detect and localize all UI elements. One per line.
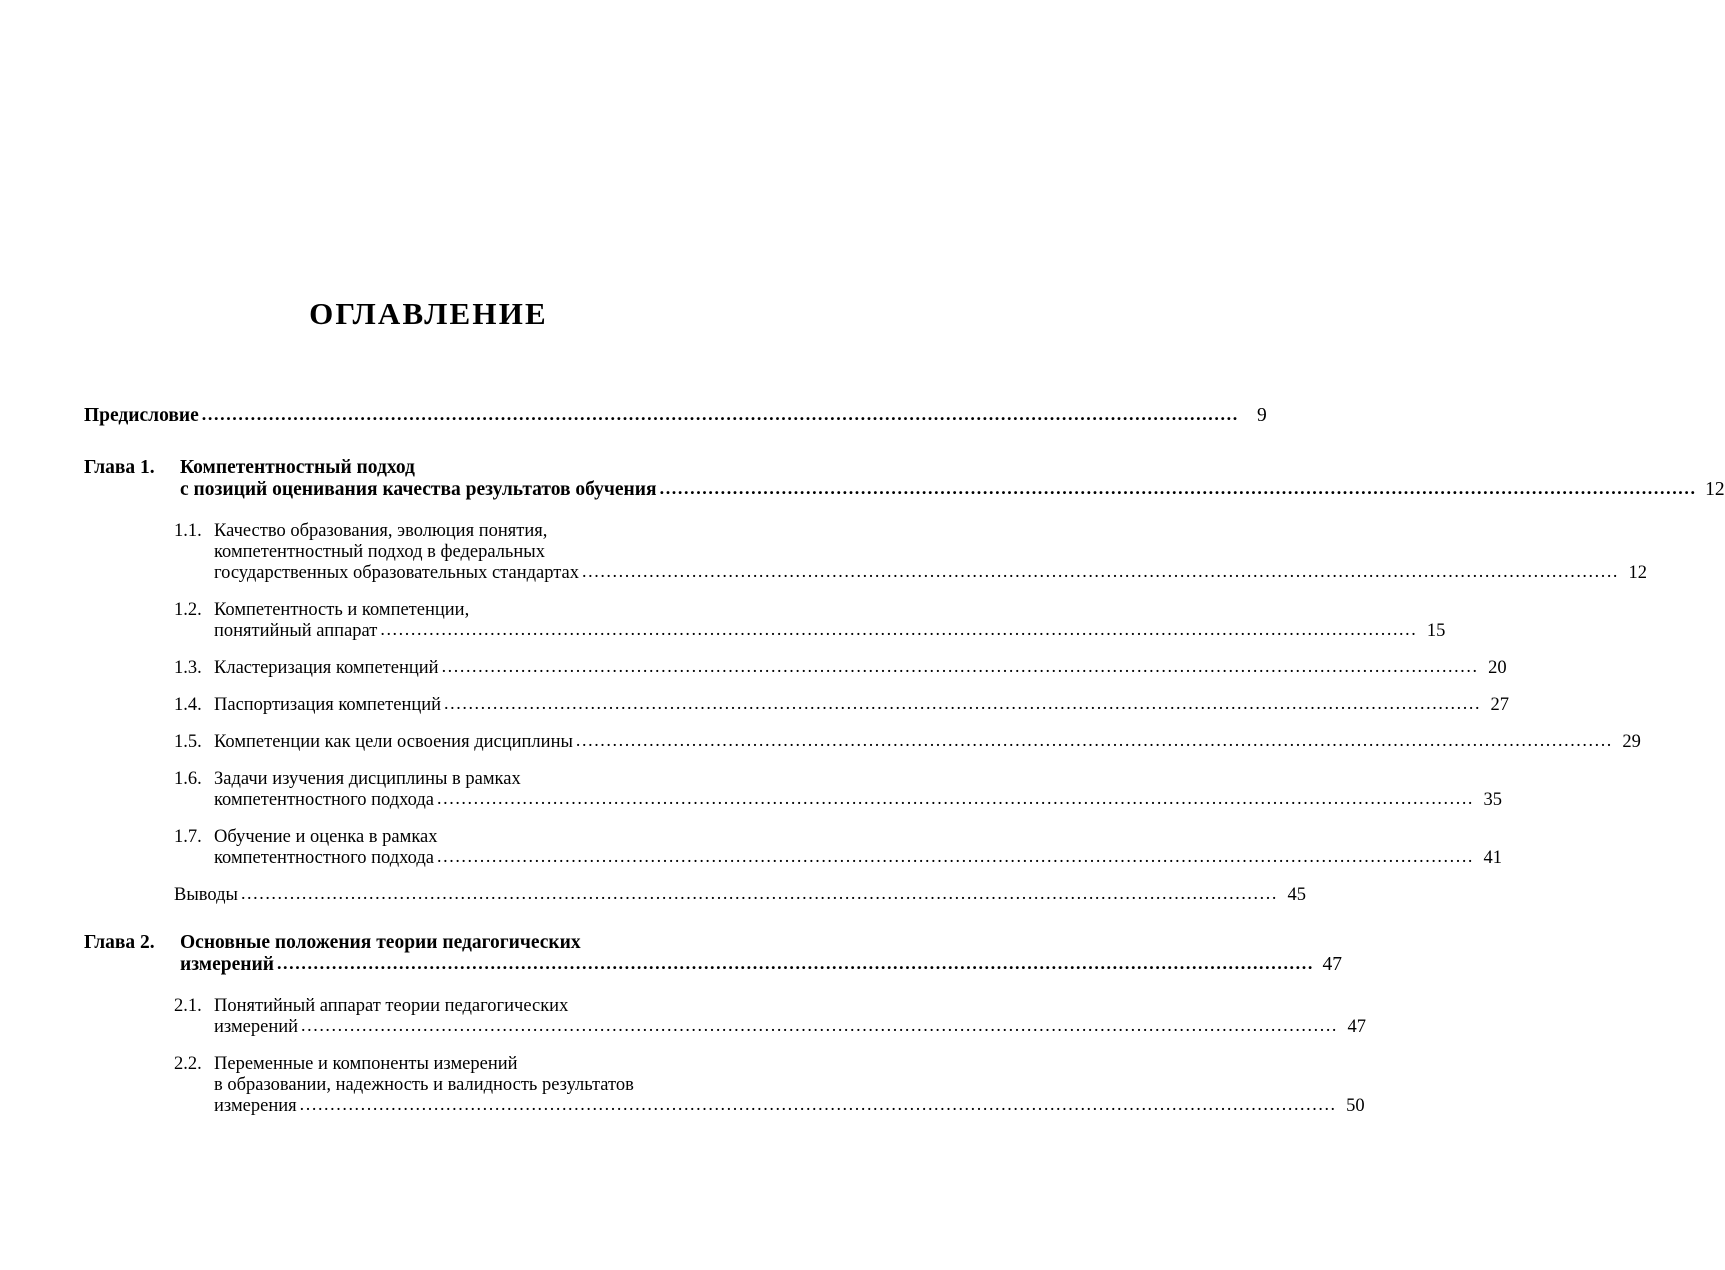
leader-dots [582, 562, 1619, 580]
leader-dots [380, 620, 1417, 638]
chapter-number: Глава 2. [84, 932, 155, 953]
section-number: 1.5. [174, 732, 202, 752]
section-title-line-2: измерений [214, 1017, 299, 1037]
section-title-line-1: Задачи изучения дисциплины в рамках [214, 769, 521, 789]
page-number: 27 [1490, 695, 1510, 715]
section-title-line-1: Переменные и компоненты измерений [214, 1054, 518, 1074]
leader-dots [277, 954, 1314, 972]
toc-entry-1-3[interactable] [174, 658, 1507, 679]
toc-list [84, 405, 1725, 1133]
page-number: 41 [1483, 848, 1503, 868]
chapter-title-line-1: Основные положения теории педагогических [180, 932, 581, 953]
section-title [214, 1054, 1365, 1117]
leader-dots [576, 731, 1613, 749]
chapter-title-line-2: измерений [180, 954, 274, 975]
leader-dots [437, 789, 1474, 807]
toc-entry-2-1[interactable] [174, 996, 1367, 1038]
section-title [214, 827, 1502, 869]
leader-dots [660, 479, 1697, 497]
toc-entry-2-2[interactable] [174, 1054, 1365, 1117]
section-title [214, 658, 1507, 679]
section-number: 1.3. [174, 658, 202, 678]
page-number: 12 [1705, 479, 1725, 500]
section-title [214, 996, 1366, 1038]
section-number: 1.4. [174, 695, 202, 715]
section-title [214, 521, 1647, 584]
leader-dots [241, 884, 1278, 902]
page-number: 29 [1622, 732, 1641, 752]
leader-dots [300, 1095, 1337, 1113]
section-title [214, 695, 1509, 716]
section-number: 1.1. [174, 521, 202, 541]
chapter-title [180, 457, 1725, 501]
toc-entry-chapter-2[interactable] [84, 932, 1342, 976]
section-title-line-1: Компетенции как цели освоения дисциплины [214, 732, 573, 752]
section-title-line-1: Понятийный аппарат теории педагогических [214, 996, 569, 1016]
section-title-line-3: измерения [214, 1096, 297, 1116]
section-title-line-1: Компетентность и компетенции, [214, 600, 470, 620]
section-title-line-2: в образовании, надежность и валидность результатов [214, 1075, 634, 1095]
chapter-title-line-1: Компетентностный подход [180, 457, 415, 478]
toc-entry-1-2[interactable] [174, 600, 1446, 642]
page-number: 35 [1483, 790, 1503, 810]
page-number: 45 [1287, 885, 1306, 905]
page-title: ОГЛАВЛЕНИЕ [309, 296, 548, 331]
section-title [214, 600, 1445, 642]
toc-entry-preface[interactable] [84, 405, 1267, 427]
section-title [214, 732, 1641, 753]
section-number: 1.7. [174, 827, 202, 847]
toc-entry-1-7[interactable] [174, 827, 1503, 869]
section-title [214, 769, 1502, 811]
section-number: 2.1. [174, 996, 202, 1016]
page-number: 15 [1426, 621, 1446, 641]
page-number: 50 [1346, 1096, 1365, 1116]
chapter-title-line-2: с позиций оценивания качества результатов обучения [180, 479, 657, 500]
section-title-line-1: Обучение и оценка в рамках [214, 827, 438, 847]
section-number: 1.2. [174, 600, 202, 620]
toc-entry-1-1[interactable] [174, 521, 1648, 584]
section-title-line-1: Качество образования, эволюция понятия, [214, 521, 548, 541]
section-title-line-3: государственных образовательных стандартах [214, 563, 580, 583]
toc-entry-chapter-1[interactable] [84, 457, 1725, 501]
section-number: 2.2. [174, 1054, 202, 1074]
leader-dots [437, 847, 1474, 865]
leader-dots [442, 657, 1479, 675]
section-number: 1.6. [174, 769, 202, 789]
toc-entry-1-4[interactable] [174, 695, 1510, 716]
chapter-title [180, 932, 1342, 976]
page-number: 12 [1628, 563, 1648, 583]
leader-dots [444, 694, 1481, 712]
page-number: 20 [1488, 658, 1507, 678]
leader-dots [202, 405, 1239, 423]
page-number: 9 [1257, 405, 1267, 426]
page-number: 47 [1322, 954, 1342, 975]
section-title-line-2: компетентностный подход в федеральных [214, 542, 545, 562]
toc-entry-vyvody-1[interactable] [174, 885, 1306, 906]
section-title-line-2: компетентностного подхода [214, 848, 435, 868]
section-title-line-2: понятийный аппарат [214, 621, 378, 641]
toc-entry-1-6[interactable] [174, 769, 1503, 811]
section-title-line-2: компетентностного подхода [214, 790, 435, 810]
page-number: 47 [1347, 1017, 1367, 1037]
toc-entry-label: Предисловие [84, 405, 199, 426]
leader-dots [301, 1016, 1338, 1034]
toc-entry-1-5[interactable] [174, 732, 1641, 753]
section-title-line-1: Паспортизация компетенций [214, 695, 442, 715]
section-title-line-1: Кластеризация компетенций [214, 658, 439, 678]
chapter-number: Глава 1. [84, 457, 155, 478]
toc-entry-label: Выводы [174, 885, 238, 905]
